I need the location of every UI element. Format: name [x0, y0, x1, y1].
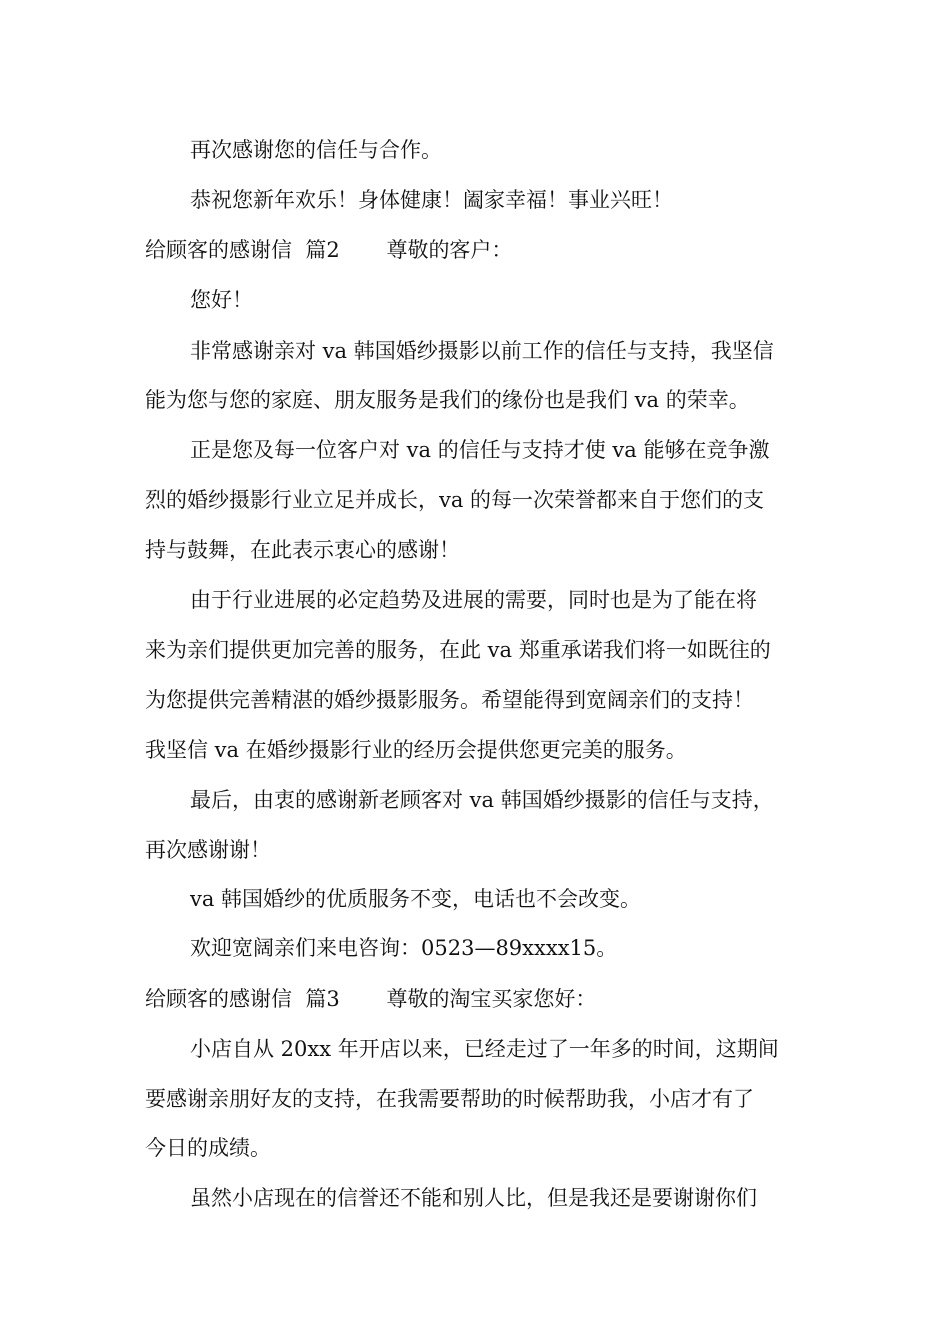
text-line: 非常感谢亲对 va 韩国婚纱摄影以前工作的信任与支持，我坚信: [190, 339, 774, 363]
text-line: 今日的成绩。: [145, 1136, 271, 1160]
section-heading-line: 给顾客的感谢信 篇3 尊敬的淘宝买家您好：: [145, 987, 597, 1011]
text-line: 要感谢亲朋好友的支持，在我需要帮助的时候帮助我，小店才有了: [145, 1087, 754, 1111]
text-line: 再次感谢您的信任与合作。: [190, 138, 442, 162]
text-line: 能为您与您的家庭、朋友服务是我们的缘份也是我们 va 的荣幸。: [145, 388, 750, 412]
text-line: 正是您及每一位客户对 va 的信任与支持才使 va 能够在竞争激: [190, 438, 770, 462]
text-line: 我坚信 va 在婚纱摄影行业的经历会提供您更完美的服务。: [145, 738, 687, 762]
text-line: 为您提供完善精湛的婚纱摄影服务。希望能得到宽阔亲们的支持！: [145, 688, 754, 712]
text-line: 由于行业进展的必定趋势及进展的需要，同时也是为了能在将: [190, 588, 757, 612]
text-line: 您好！: [190, 288, 253, 312]
text-line: 持与鼓舞，在此表示衷心的感谢！: [145, 538, 460, 562]
text-line: 最后，由衷的感谢新老顾客对 va 韩国婚纱摄影的信任与支持，: [190, 788, 774, 812]
text-line: 烈的婚纱摄影行业立足并成长，va 的每一次荣誉都来自于您们的支: [145, 488, 765, 512]
text-line: 来为亲们提供更加完善的服务，在此 va 郑重承诺我们将一如既往的: [145, 638, 771, 662]
section-heading-line: 给顾客的感谢信 篇2 尊敬的客户：: [145, 238, 513, 262]
text-line: 欢迎宽阔亲们来电咨询：0523—89xxxx15。: [190, 936, 618, 960]
text-line: 小店自从 20xx 年开店以来，已经走过了一年多的时间，这期间: [190, 1037, 779, 1061]
text-line: 恭祝您新年欢乐！身体健康！阖家幸福！事业兴旺！: [190, 188, 673, 212]
text-line: va 韩国婚纱的优质服务不变，电话也不会改变。: [190, 887, 642, 911]
text-line: 再次感谢谢！: [145, 838, 271, 862]
text-line: 虽然小店现在的信誉还不能和别人比，但是我还是要谢谢你们: [190, 1186, 757, 1210]
